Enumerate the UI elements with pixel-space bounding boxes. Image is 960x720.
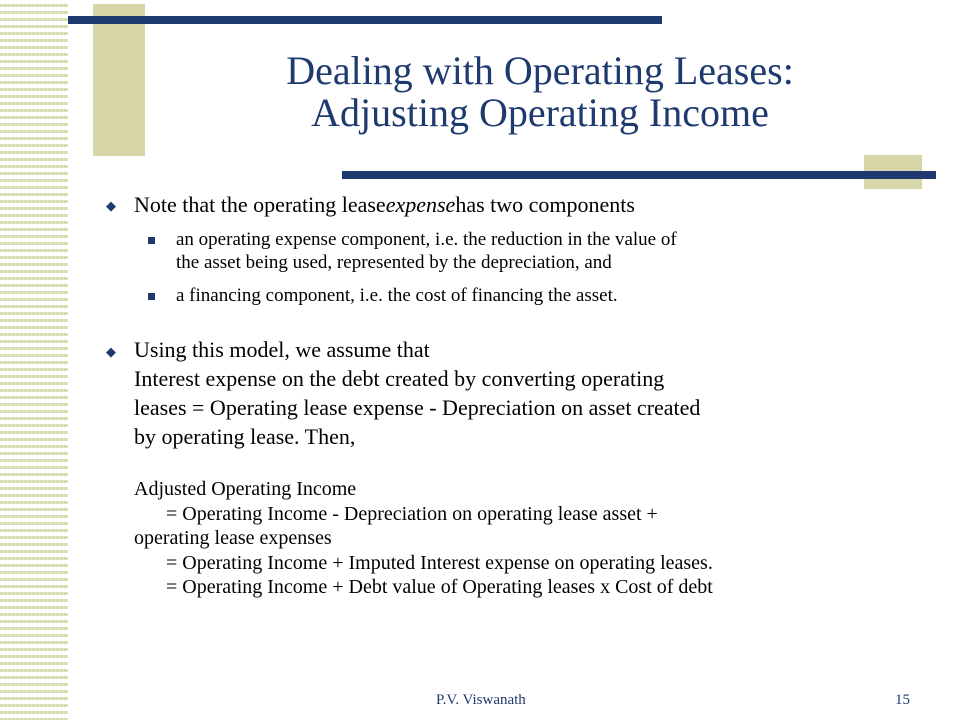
formula-block <box>134 477 920 600</box>
formula-line: Adjusted Operating Income <box>134 478 357 500</box>
square-bullet-icon <box>148 293 155 300</box>
page-number: 15 <box>895 692 910 708</box>
bullet-line: Using this model, we assume that <box>134 337 430 362</box>
diamond-bullet-icon: ◆ <box>106 344 116 359</box>
title-line-1: Dealing with Operating Leases: <box>286 48 794 93</box>
navy-bar-top <box>68 16 662 24</box>
square-bullet-icon <box>148 237 155 244</box>
sub-bullet-line: a financing component, i.e. the cost of financing the asset. <box>176 285 618 306</box>
bullet-operating-lease-expense <box>100 192 920 218</box>
footer-author: P.V. Viswanath <box>436 692 526 708</box>
decorative-stripes <box>0 0 68 720</box>
bullet-line: leases = Operating lease expense - Depreciation on asset created <box>134 395 701 420</box>
slide-body <box>100 192 920 600</box>
sub-bullet-operating-component <box>100 228 920 274</box>
diamond-bullet-icon: ◆ <box>106 198 116 213</box>
bullet-text: Note that the operating lease <box>134 192 386 217</box>
bullet-line: Interest expense on the debt created by converting operating <box>134 366 665 391</box>
sub-bullet-line: an operating expense component, i.e. the reduction in the value of <box>176 229 677 250</box>
bullet-line: by operating lease. Then, <box>134 424 356 449</box>
sub-bullet-financing-component <box>100 284 920 307</box>
bullet-text-end: has two components <box>455 192 635 217</box>
navy-bar-bottom <box>342 171 936 179</box>
formula-line: = Operating Income + Debt value of Operating leases x Cost of debt <box>166 576 713 598</box>
title-line-2: Adjusting Operating Income <box>311 90 769 135</box>
sub-bullet-line: the asset being used, represented by the depreciation, and <box>176 252 612 273</box>
formula-line: = Operating Income - Depreciation on operating lease asset + <box>166 502 658 525</box>
bullet-emphasis: expense <box>385 192 456 217</box>
slide-title <box>150 50 930 134</box>
tan-block-top-left <box>93 4 145 156</box>
formula-line: operating lease expenses <box>134 527 332 549</box>
bullet-model-assumption <box>100 335 920 600</box>
formula-line: = Operating Income + Imputed Interest expense on operating leases. <box>166 551 713 574</box>
